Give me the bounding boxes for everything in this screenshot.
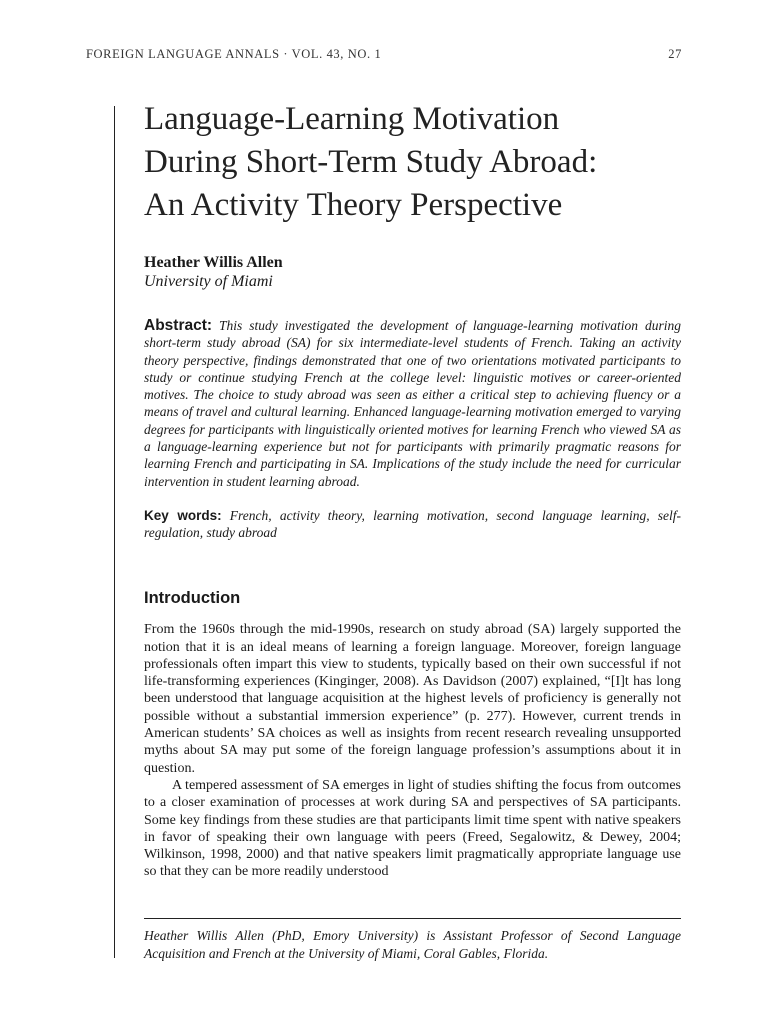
abstract-text: This study investigated the development of language-learning motivation during short-term study abroad (SA) for six intermediate-level students of French. Taking an activity theory perspective, findings demonstrated that one of two orientations motivated participants to study or continue studying French at the college level: linguistic motives or career-oriented motives. The choice to study abroad was seen as either a critical step to achieving fluency or a means of travel and cultural learning. Enhanced language-learning motivation emerged to varying degrees for participants with linguistically oriented motives for learning French who viewed SA as a language-learning experience but not for participants with primarily pragmatic reasons for learning French and participating in SA. Implications of the study include the need for curricular intervention in student learning abroad. [144,318,682,489]
author-footnote: Heather Willis Allen (PhD, Emory University) is Assistant Professor of Second Language Acquisition and French at the University of Miami, Coral Gables, Florida. [144,918,681,962]
running-head [86,47,682,65]
keywords [144,507,681,542]
journal-citation: FOREIGN LANGUAGE ANNALS · VOL. 43, NO. 1 [86,47,382,61]
article-body [144,98,681,881]
author-name: Heather Willis Allen [144,254,283,271]
abstract [144,317,681,490]
title-line: During Short-Term Study Abroad: [144,144,598,180]
body-paragraph: From the 1960s through the mid-1990s, research on study abroad (SA) largely supported the notion that it is an ideal means of learning a foreign language. Moreover, foreign language professionals often impart this view to students, typically based on their own successful if not life-transforming experiences (Kinginger, 2008). As Davidson (2007) explained, “[I]t has long been understood that language acquisition at the highest levels of proficiency is generally not possible without a substantial immersion experience” (p. 277). However, current trends in American students’ SA choices as well as insights from recent research revealing unsupported myths about SA may put some of the foreign language profession’s assumptions about it in question. [144,622,681,776]
page-number: 27 [668,47,682,61]
body-paragraph: A tempered assessment of SA emerges in light of studies shifting the focus from outcomes to a closer examination of processes at work during SA and perspectives of SA participants. Some key findings from these studies are that participants limit time spent with native speakers in favor of speaking their own language with peers (Freed, Segalowitz, & Dewey, 2004; Wilkinson, 1998, 2000) and that native speakers limit pragmatically appropriate language use so that they can be more readily understood [144,777,681,880]
title-line: Language-Learning Motivation [144,101,560,137]
margin-rule [114,106,115,958]
section-heading-introduction: Introduction [144,588,241,607]
author-affiliation: University of Miami [144,273,273,290]
article-title [144,98,681,227]
keywords-label: Key words: [144,507,222,523]
title-line: An Activity Theory Perspective [144,187,563,223]
abstract-label: Abstract: [144,317,213,334]
keywords-text: French, activity theory, learning motivation, second language learning, self-regulation, study abroad [144,507,682,541]
